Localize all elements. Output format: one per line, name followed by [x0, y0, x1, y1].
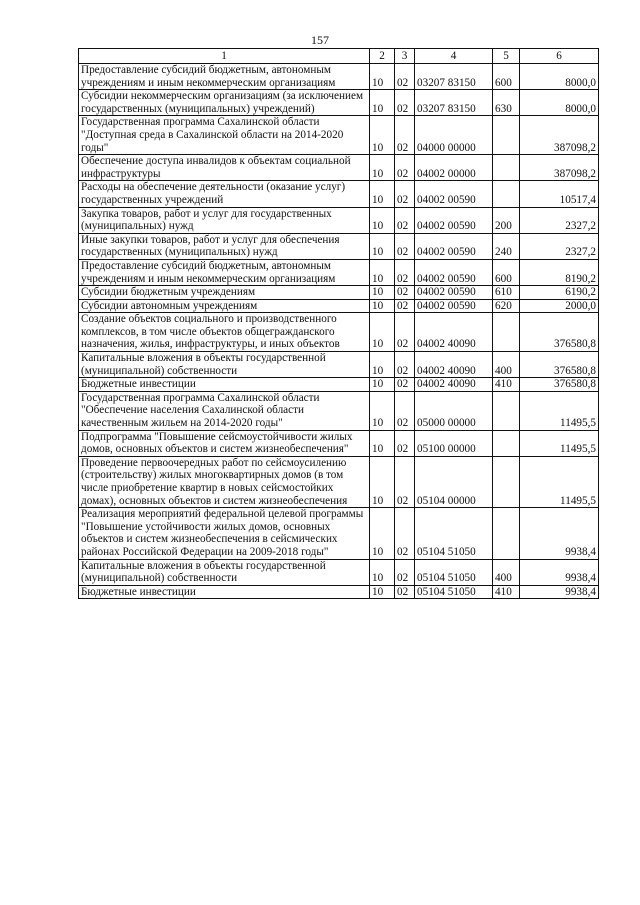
- row-subsection-cell: 02: [395, 430, 415, 456]
- row-subsection-cell: 02: [395, 64, 415, 90]
- row-expense-type-cell: 410: [493, 585, 520, 599]
- row-amount-cell: 376580,8: [520, 313, 599, 352]
- table-row: [79, 207, 599, 233]
- row-section-cell: 10: [370, 64, 395, 90]
- row-subsection-cell: 02: [395, 207, 415, 233]
- row-target-code-cell: 04002 40090: [415, 313, 493, 352]
- row-target-code-cell: 05000 00000: [415, 391, 493, 430]
- row-subsection-cell: 02: [395, 508, 415, 559]
- table-row: [79, 559, 599, 585]
- row-target-code-cell: 05104 51050: [415, 508, 493, 559]
- row-section-cell: 10: [370, 378, 395, 392]
- row-subsection-cell: 02: [395, 90, 415, 116]
- row-target-code-cell: 04002 00590: [415, 233, 493, 259]
- row-subsection-cell: 02: [395, 155, 415, 181]
- table-row: [79, 286, 599, 300]
- row-name-cell: Обеспечение доступа инвалидов к объектам социальной инфраструктуры: [79, 155, 370, 181]
- row-section-cell: 10: [370, 456, 395, 507]
- table-row: [79, 155, 599, 181]
- row-amount-cell: 8000,0: [520, 90, 599, 116]
- row-subsection-cell: 02: [395, 559, 415, 585]
- row-expense-type-cell: 600: [493, 64, 520, 90]
- row-expense-type-cell: 410: [493, 378, 520, 392]
- row-amount-cell: 9938,4: [520, 559, 599, 585]
- table-row: [79, 391, 599, 430]
- row-expense-type-cell: [493, 116, 520, 155]
- row-name-cell: Иные закупки товаров, работ и услуг для обеспечения государственных (муниципальных) нужд: [79, 233, 370, 259]
- budget-table: [78, 48, 599, 599]
- row-expense-type-cell: 400: [493, 559, 520, 585]
- row-target-code-cell: 05104 51050: [415, 585, 493, 599]
- table-row: [79, 352, 599, 378]
- row-target-code-cell: 04002 40090: [415, 352, 493, 378]
- row-target-code-cell: 04002 40090: [415, 378, 493, 392]
- row-section-cell: 10: [370, 585, 395, 599]
- row-section-cell: 10: [370, 391, 395, 430]
- row-name-cell: Субсидии некоммерческим организациям (за исключением государственных (муниципальных) учреждений): [79, 90, 370, 116]
- row-amount-cell: 8000,0: [520, 64, 599, 90]
- table-row: [79, 181, 599, 207]
- row-expense-type-cell: [493, 508, 520, 559]
- row-amount-cell: 6190,2: [520, 286, 599, 300]
- row-name-cell: Предоставление субсидий бюджетным, автономным учреждениям и иным некоммерческим организациям: [79, 259, 370, 285]
- table-row: [79, 456, 599, 507]
- row-target-code-cell: 04002 00590: [415, 207, 493, 233]
- row-amount-cell: 376580,8: [520, 352, 599, 378]
- row-section-cell: 10: [370, 313, 395, 352]
- column-header-subsection: 3: [395, 49, 415, 64]
- row-section-cell: 10: [370, 508, 395, 559]
- row-expense-type-cell: [493, 155, 520, 181]
- row-name-cell: Подпрограмма "Повышение сейсмоустойчивости жилых домов, основных объектов и систем жизнеобеспечения": [79, 430, 370, 456]
- row-section-cell: 10: [370, 233, 395, 259]
- row-amount-cell: 9938,4: [520, 585, 599, 599]
- row-expense-type-cell: 630: [493, 90, 520, 116]
- row-amount-cell: 11495,5: [520, 391, 599, 430]
- row-name-cell: Субсидии автономным учреждениям: [79, 299, 370, 313]
- row-section-cell: 10: [370, 116, 395, 155]
- table-row: [79, 259, 599, 285]
- table-row: [79, 378, 599, 392]
- row-section-cell: 10: [370, 286, 395, 300]
- row-amount-cell: 8190,2: [520, 259, 599, 285]
- table-row: [79, 64, 599, 90]
- row-subsection-cell: 02: [395, 116, 415, 155]
- row-expense-type-cell: 620: [493, 299, 520, 313]
- row-section-cell: 10: [370, 259, 395, 285]
- row-amount-cell: 2327,2: [520, 233, 599, 259]
- row-name-cell: Государственная программа Сахалинской области "Доступная среда в Сахалинской области на 2014-2020 годы": [79, 116, 370, 155]
- row-expense-type-cell: 200: [493, 207, 520, 233]
- row-subsection-cell: 02: [395, 313, 415, 352]
- row-expense-type-cell: 240: [493, 233, 520, 259]
- row-name-cell: Предоставление субсидий бюджетным, автономным учреждениям и иным некоммерческим организациям: [79, 64, 370, 90]
- row-subsection-cell: 02: [395, 456, 415, 507]
- column-header-target-code: 4: [415, 49, 493, 64]
- row-amount-cell: 2327,2: [520, 207, 599, 233]
- row-subsection-cell: 02: [395, 259, 415, 285]
- table-row: [79, 508, 599, 559]
- table-row: [79, 585, 599, 599]
- row-expense-type-cell: [493, 181, 520, 207]
- row-amount-cell: 11495,5: [520, 456, 599, 507]
- row-section-cell: 10: [370, 352, 395, 378]
- row-expense-type-cell: 600: [493, 259, 520, 285]
- row-target-code-cell: 05100 00000: [415, 430, 493, 456]
- row-subsection-cell: 02: [395, 352, 415, 378]
- row-name-cell: Создание объектов социального и производственного комплексов, в том числе объектов общегражданского назначения, жилья, инфраструктуры, и иных объектов: [79, 313, 370, 352]
- row-target-code-cell: 04000 00000: [415, 116, 493, 155]
- row-target-code-cell: 04002 00590: [415, 299, 493, 313]
- row-amount-cell: 10517,4: [520, 181, 599, 207]
- row-name-cell: Проведение первоочередных работ по сейсмоусилению (строительству) жилых многоквартирных домов (в том числе приобретение квартир в новых сейсмостойких домах), основных объектов и систем жизнеобеспечения: [79, 456, 370, 507]
- row-name-cell: Капитальные вложения в объекты государственной (муниципальной) собственности: [79, 352, 370, 378]
- row-name-cell: Реализация мероприятий федеральной целевой программы "Повышение устойчивости жилых домов, основных объектов и систем жизнеобеспечения в сейсмических районах Российской Федерации на 2009-2018 годы": [79, 508, 370, 559]
- table-row: [79, 116, 599, 155]
- row-expense-type-cell: [493, 430, 520, 456]
- row-subsection-cell: 02: [395, 286, 415, 300]
- column-header-section: 2: [370, 49, 395, 64]
- row-amount-cell: 387098,2: [520, 116, 599, 155]
- row-subsection-cell: 02: [395, 181, 415, 207]
- row-target-code-cell: 04002 00590: [415, 286, 493, 300]
- row-target-code-cell: 04002 00590: [415, 259, 493, 285]
- row-amount-cell: 376580,8: [520, 378, 599, 392]
- row-expense-type-cell: [493, 456, 520, 507]
- row-amount-cell: 9938,4: [520, 508, 599, 559]
- row-expense-type-cell: [493, 313, 520, 352]
- row-section-cell: 10: [370, 155, 395, 181]
- table-row: [79, 430, 599, 456]
- row-section-cell: 10: [370, 207, 395, 233]
- table-row: [79, 233, 599, 259]
- row-section-cell: 10: [370, 90, 395, 116]
- row-target-code-cell: 04002 00000: [415, 155, 493, 181]
- row-section-cell: 10: [370, 559, 395, 585]
- row-expense-type-cell: 400: [493, 352, 520, 378]
- row-name-cell: Бюджетные инвестиции: [79, 585, 370, 599]
- row-target-code-cell: 03207 83150: [415, 90, 493, 116]
- row-name-cell: Капитальные вложения в объекты государственной (муниципальной) собственности: [79, 559, 370, 585]
- row-subsection-cell: 02: [395, 391, 415, 430]
- row-name-cell: Закупка товаров, работ и услуг для государственных (муниципальных) нужд: [79, 207, 370, 233]
- column-header-expense-type: 5: [493, 49, 520, 64]
- row-expense-type-cell: [493, 391, 520, 430]
- row-expense-type-cell: 610: [493, 286, 520, 300]
- row-target-code-cell: 03207 83150: [415, 64, 493, 90]
- table-row: [79, 313, 599, 352]
- row-section-cell: 10: [370, 299, 395, 313]
- column-header-name: 1: [79, 49, 370, 64]
- row-amount-cell: 2000,0: [520, 299, 599, 313]
- row-section-cell: 10: [370, 181, 395, 207]
- row-name-cell: Государственная программа Сахалинской области "Обеспечение населения Сахалинской области качественным жильем на 2014-2020 годы": [79, 391, 370, 430]
- row-subsection-cell: 02: [395, 585, 415, 599]
- row-target-code-cell: 05104 00000: [415, 456, 493, 507]
- table-row: [79, 299, 599, 313]
- row-section-cell: 10: [370, 430, 395, 456]
- row-target-code-cell: 05104 51050: [415, 559, 493, 585]
- row-name-cell: Субсидии бюджетным учреждениям: [79, 286, 370, 300]
- table-row: [79, 90, 599, 116]
- row-name-cell: Бюджетные инвестиции: [79, 378, 370, 392]
- row-amount-cell: 11495,5: [520, 430, 599, 456]
- column-header-amount: 6: [520, 49, 599, 64]
- table-header-row: [79, 49, 599, 64]
- row-name-cell: Расходы на обеспечение деятельности (оказание услуг) государственных учреждений: [79, 181, 370, 207]
- row-amount-cell: 387098,2: [520, 155, 599, 181]
- row-subsection-cell: 02: [395, 378, 415, 392]
- row-subsection-cell: 02: [395, 299, 415, 313]
- row-subsection-cell: 02: [395, 233, 415, 259]
- table-body: [79, 64, 599, 599]
- row-target-code-cell: 04002 00590: [415, 181, 493, 207]
- page-number: 157: [311, 33, 329, 47]
